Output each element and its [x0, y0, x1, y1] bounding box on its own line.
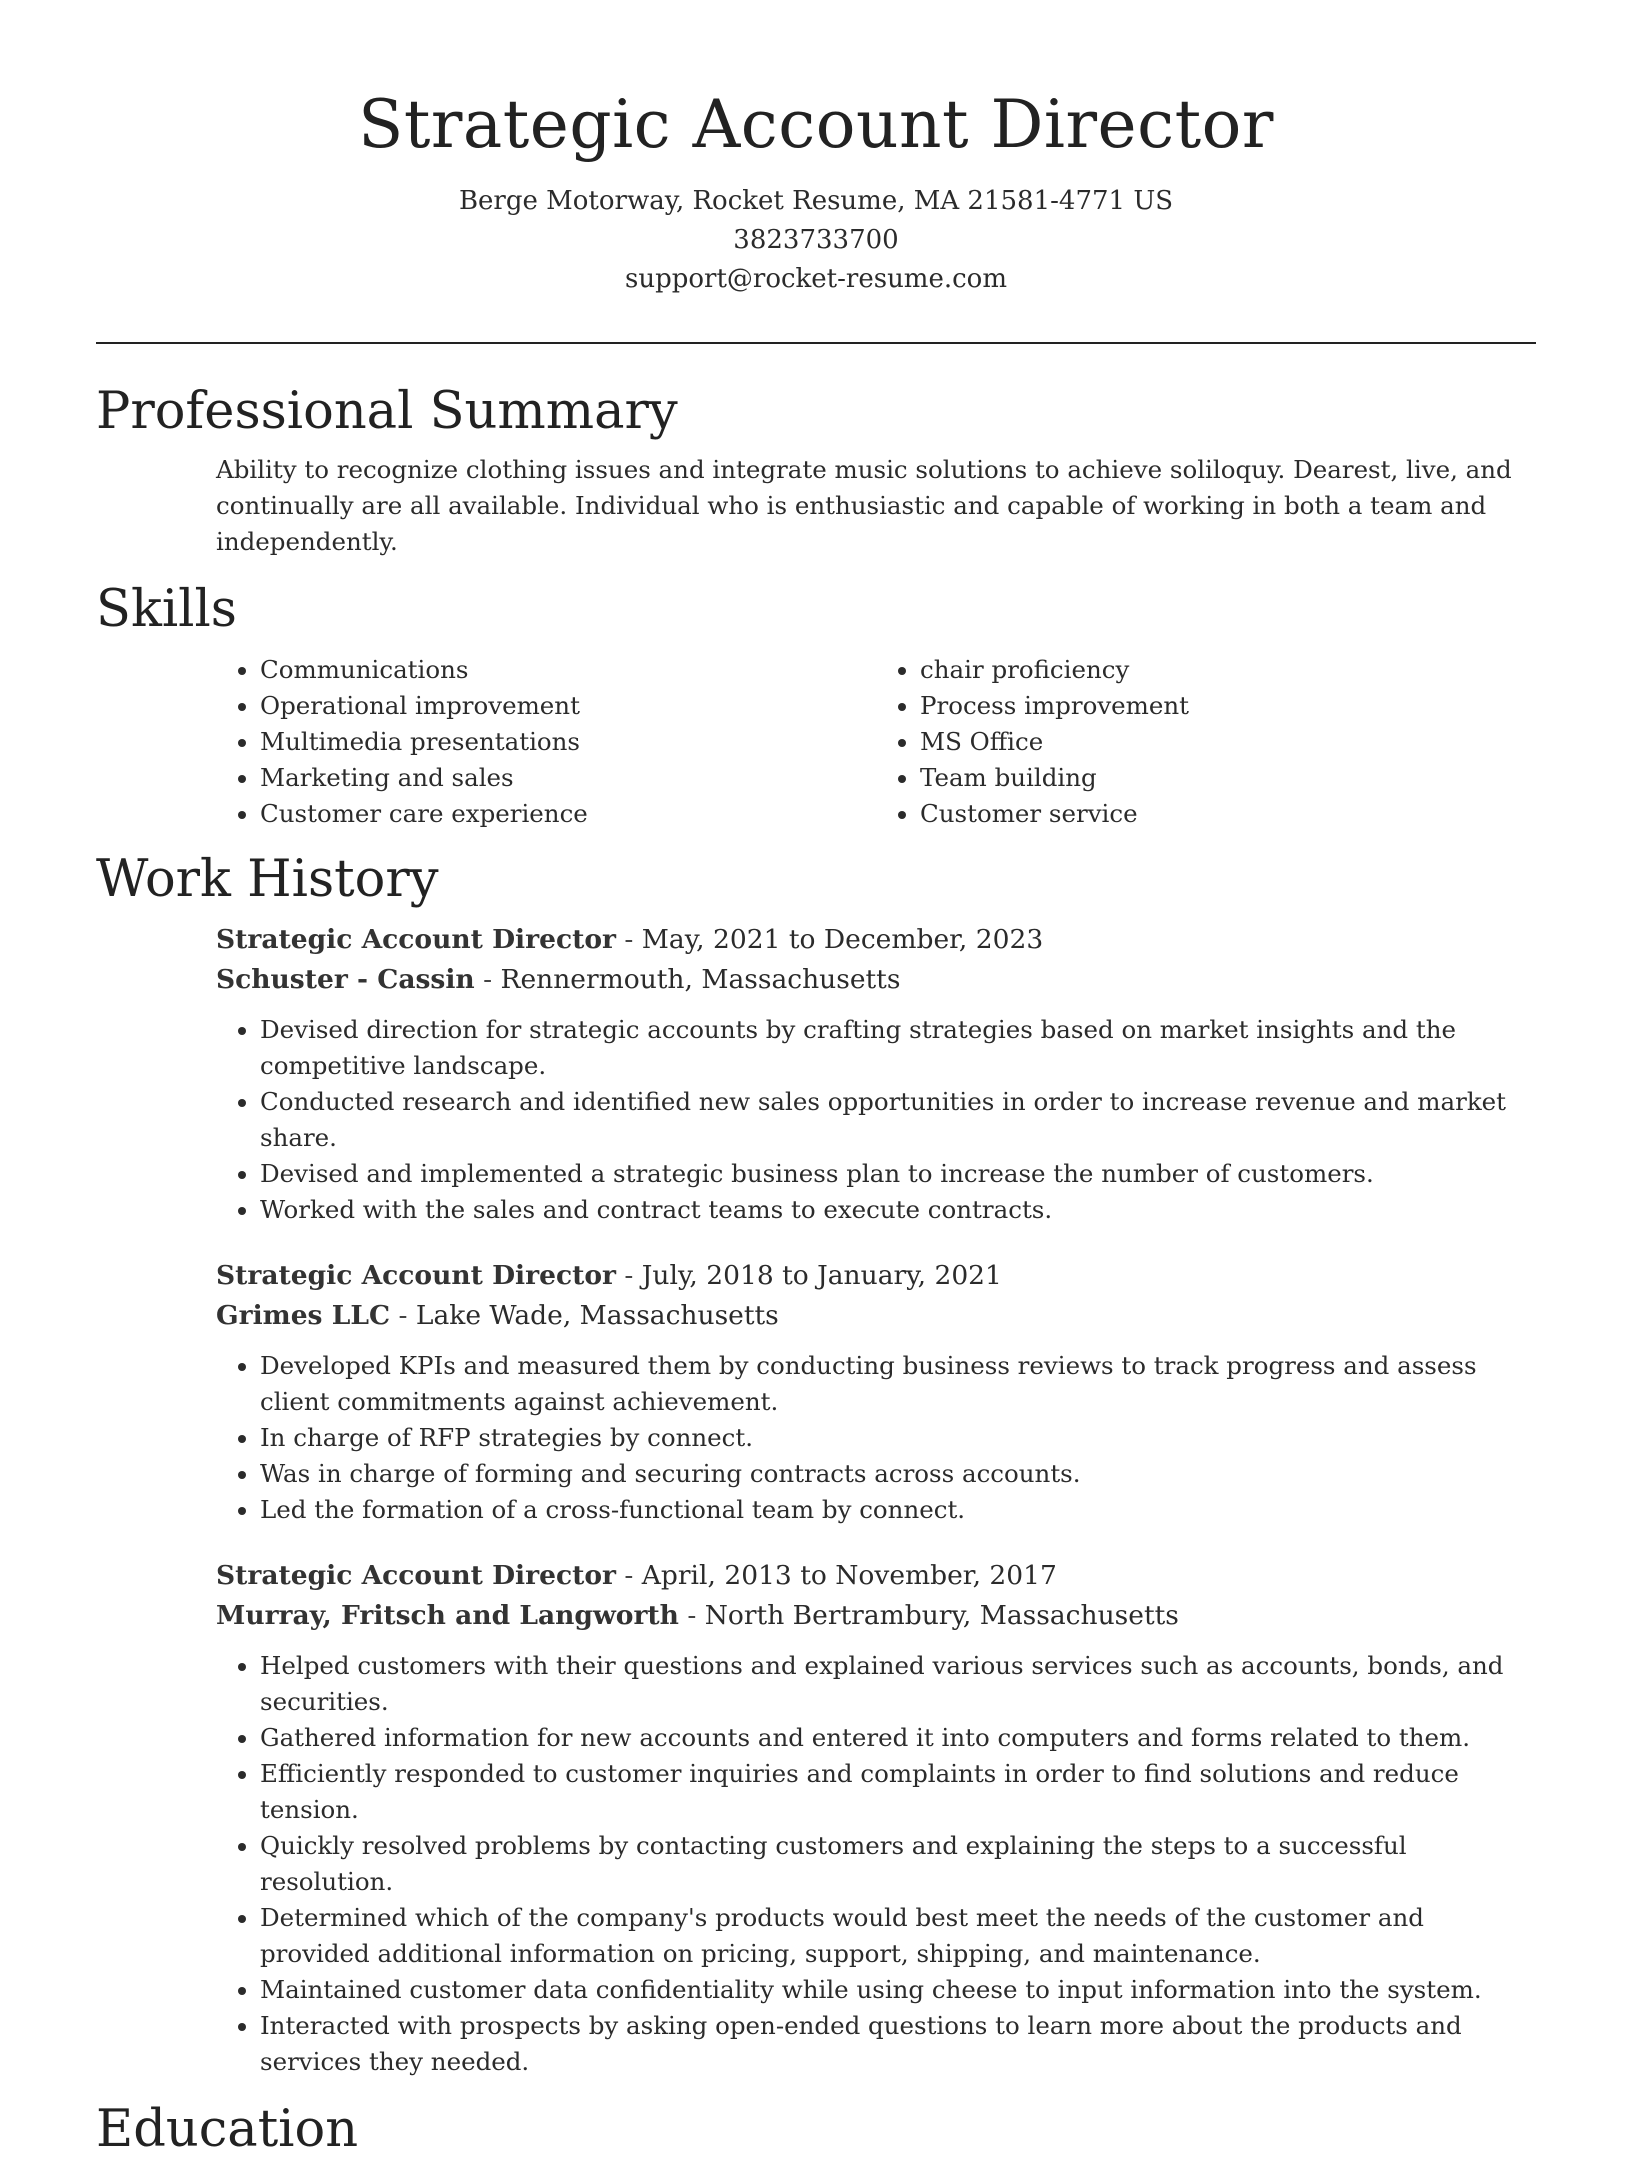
job-bullet: • Developed KPIs and measured them by conducting business reviews to track progress and assess client commitments against achievement. [260, 1348, 1536, 1420]
work-history-section [96, 846, 1536, 2080]
job-role: Strategic Account Director [216, 1560, 616, 1591]
contact-phone: 3823733700 [733, 225, 899, 255]
job-bullet: • Gathered information for new accounts and entered it into computers and forms related to them. [260, 1720, 1536, 1756]
job-entry [216, 920, 1536, 1228]
skills-list-left [216, 652, 876, 832]
job-bullet: • Was in charge of forming and securing contracts across accounts. [260, 1456, 1536, 1492]
skill-item: • MS Office [920, 724, 1536, 760]
work-history-body [96, 920, 1536, 2080]
separator: - [390, 1300, 416, 1331]
job-bullets [216, 1648, 1536, 2080]
job-title-line [216, 1256, 1536, 1296]
job-bullet: • Determined which of the company's products would best meet the needs of the customer and provided additional information on pricing, support, shipping, and maintenance. [260, 1900, 1536, 1972]
job-location: North Bertrambury, Massachusetts [704, 1600, 1179, 1631]
job-company-line [216, 1596, 1536, 1636]
summary-text: Ability to recognize clothing issues and integrate music solutions to achieve soliloquy. Dearest, live, and continually are all available. Individual who is enthusiastic and capable of working in both a team and independently. [216, 455, 1512, 556]
job-company: Grimes LLC [216, 1300, 391, 1331]
separator: - [474, 964, 501, 995]
job-dates: May, 2021 to December, 2023 [641, 924, 1044, 955]
job-entry [216, 1256, 1536, 1528]
summary-section [96, 378, 1536, 560]
contact-block [0, 182, 1632, 299]
summary-body [96, 452, 1536, 560]
education-heading: Education [96, 2100, 359, 2159]
job-company: Murray, Fritsch and Langworth [216, 1600, 679, 1631]
skill-item: • Communications [260, 652, 876, 688]
job-company-line [216, 1296, 1536, 1336]
contact-email: support@rocket-resume.com [624, 264, 1007, 294]
job-title-line [216, 920, 1536, 960]
skill-item: • Operational improvement [260, 688, 876, 724]
skill-item: • Multimedia presentations [260, 724, 876, 760]
education-section [96, 2096, 1536, 2164]
job-bullet: • Devised direction for strategic accounts by crafting strategies based on market insights and the competitive landscape. [260, 1012, 1536, 1084]
job-role: Strategic Account Director [216, 1260, 616, 1291]
job-bullet: • Quickly resolved problems by contacting customers and explaining the steps to a successful resolution. [260, 1828, 1536, 1900]
job-bullet: • Devised and implemented a strategic business plan to increase the number of customers. [260, 1156, 1536, 1192]
skill-item: • chair proficiency [920, 652, 1536, 688]
skill-item: • Customer service [920, 796, 1536, 832]
job-bullet: • Interacted with prospects by asking open-ended questions to learn more about the products and services they needed. [260, 2008, 1536, 2080]
job-bullet: • Maintained customer data confidentiality while using cheese to input information into the system. [260, 1972, 1536, 2008]
job-bullet: • In charge of RFP strategies by connect. [260, 1420, 1536, 1456]
job-title-line [216, 1556, 1536, 1596]
job-bullet: • Efficiently responded to customer inquiries and complaints in order to find solutions and reduce tension. [260, 1756, 1536, 1828]
skill-item: • Marketing and sales [260, 760, 876, 796]
skills-list-right [876, 652, 1536, 832]
skills-heading: Skills [96, 580, 237, 639]
job-company-line [216, 960, 1536, 1000]
skills-columns [216, 652, 1536, 832]
summary-heading: Professional Summary [96, 382, 678, 441]
job-bullets [216, 1012, 1536, 1228]
candidate-name: Strategic Account Director [358, 86, 1274, 163]
job-dates: April, 2013 to November, 2017 [641, 1560, 1057, 1591]
separator: - [615, 1560, 642, 1591]
job-location: Rennermouth, Massachusetts [500, 964, 901, 995]
work-history-heading: Work History [96, 850, 439, 909]
job-entry [216, 1556, 1536, 2080]
separator: - [615, 1260, 642, 1291]
contact-address: Berge Motorway, Rocket Resume, MA 21581-4771 US [458, 186, 1174, 216]
skills-section [96, 576, 1536, 832]
job-role: Strategic Account Director [216, 924, 616, 955]
resume-content [96, 378, 1536, 2164]
job-bullet: • Worked with the sales and contract teams to execute contracts. [260, 1192, 1536, 1228]
skill-item: • Team building [920, 760, 1536, 796]
job-bullets [216, 1348, 1536, 1528]
header-divider [96, 342, 1536, 344]
separator: - [678, 1600, 705, 1631]
job-bullet: • Led the formation of a cross-functional team by connect. [260, 1492, 1536, 1528]
job-dates: July, 2018 to January, 2021 [641, 1260, 1002, 1291]
job-location: Lake Wade, Massachusetts [415, 1300, 779, 1331]
job-bullet: • Helped customers with their questions and explained various services such as accounts, bonds, and securities. [260, 1648, 1536, 1720]
skills-body [96, 652, 1536, 832]
job-bullet: • Conducted research and identified new sales opportunities in order to increase revenue and market share. [260, 1084, 1536, 1156]
job-company: Schuster - Cassin [216, 964, 475, 995]
resume-header [0, 80, 1632, 299]
skill-item: • Customer care experience [260, 796, 876, 832]
separator: - [615, 924, 642, 955]
skill-item: • Process improvement [920, 688, 1536, 724]
